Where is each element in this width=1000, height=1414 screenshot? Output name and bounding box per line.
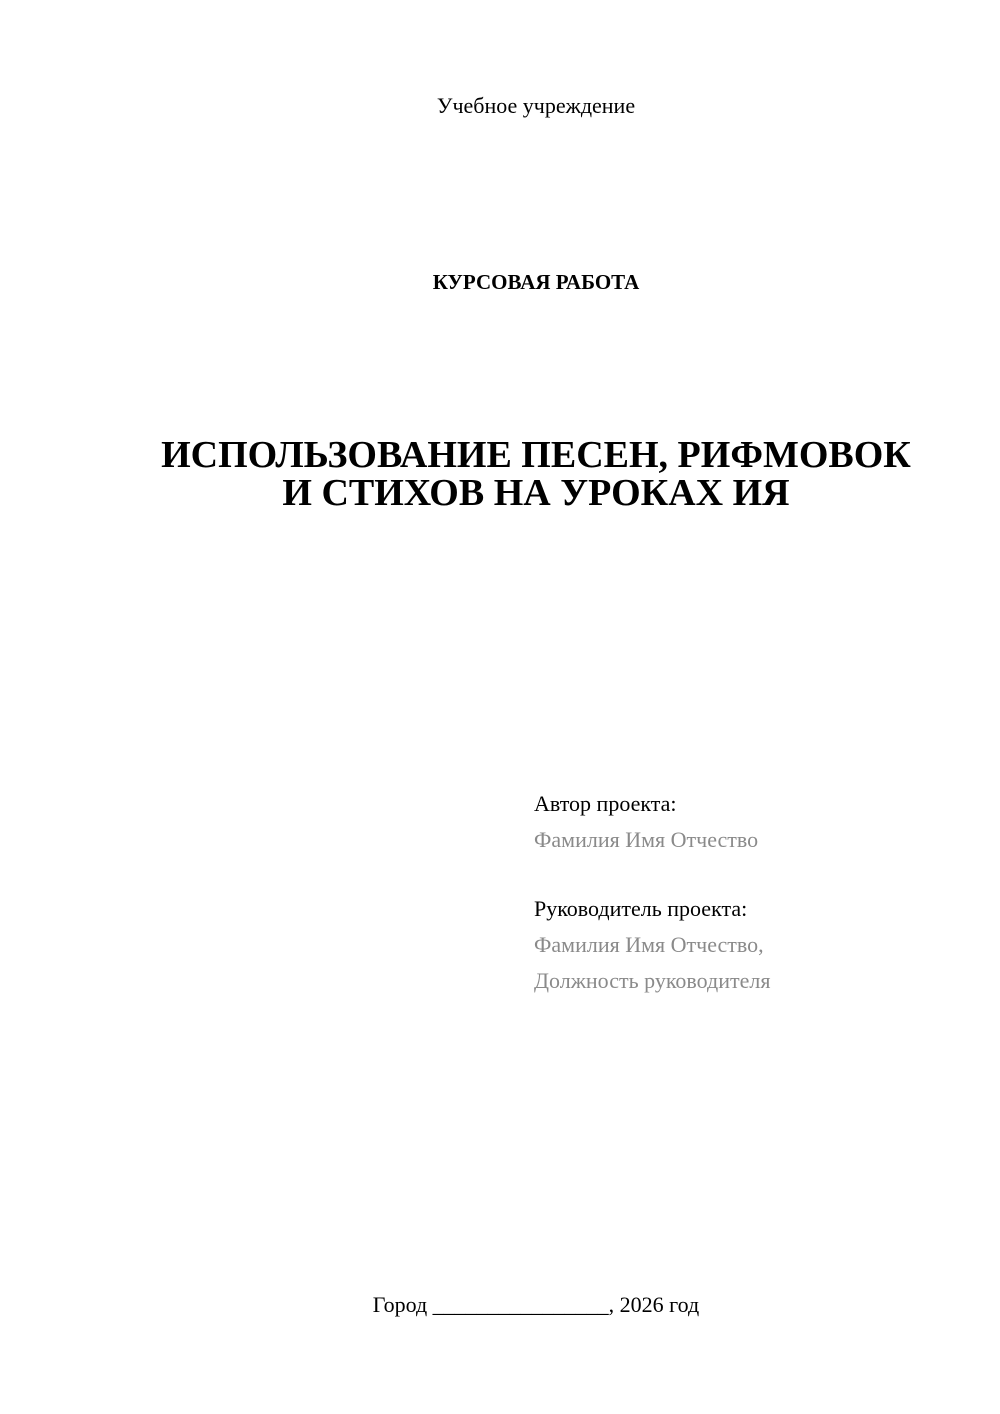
document-title-line-1: ИСПОЛЬЗОВАНИЕ ПЕСЕН, РИФМОВОК: [161, 434, 911, 476]
author-block: [534, 786, 758, 858]
document-title: [72, 436, 1000, 512]
supervisor-block: [534, 891, 770, 999]
supervisor-label: Руководитель проекта:: [534, 896, 748, 921]
city-year-line: Город ________________, 2026 год: [372, 1292, 700, 1317]
work-type-heading: КУРСОВАЯ РАБОТА: [432, 270, 640, 294]
author-label: Автор проекта:: [534, 791, 677, 816]
supervisor-position: Должность руководителя: [534, 968, 771, 993]
institution-name: Учебное учреждение: [436, 93, 636, 118]
supervisor-name: Фамилия Имя Отчество,: [534, 932, 764, 957]
document-title-line-2: И СТИХОВ НА УРОКАХ ИЯ: [282, 472, 790, 514]
author-name: Фамилия Имя Отчество: [534, 827, 759, 852]
